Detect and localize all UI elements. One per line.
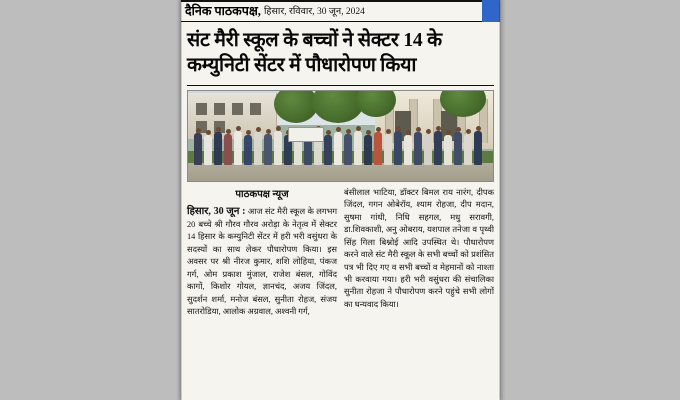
masthead <box>181 0 500 22</box>
clipping-shadow-right <box>499 0 506 400</box>
article-body <box>187 187 494 319</box>
masthead-top-rule <box>181 0 500 2</box>
paper-name: दैनिक पाठकपक्ष, <box>185 4 261 18</box>
background-right <box>500 0 680 400</box>
page-title: संट मैरी स्कूल के बच्चों ने सेक्टर 14 के कम्युनिटी सेंटर में पौधारोपण किया <box>187 30 442 76</box>
article-text-right: बंसीलाल भाटिया, डॉक्टर बिमल राय नारंग, दीपक जिंदल, गगन ओबेरॉय, श्याम रोहजा, दीप मदान, सुषमा गांधी, निधि सहगल, मधु सरावगी, डा.शिवकाशी, अनु ओबराय, यशपाल तनेजा व पृथ्वी सिंह गिला बिश्नोई आदि उपस्थित थे। पौधारोपण करने वाले संट मैरी स्कूल के सभी बच्चों को प्रशंसित पत्र भी दिए गए व सभी बच्चों व मेहमानों को नाश्ता भी करवाया गया। हरी भरी वसुंधरा की संचालिका सुनीता रोहजा ने पौधारोपण करने पहुंचे सभी लोगों का धन्यवाद किया। <box>344 187 494 309</box>
headline-divider <box>187 85 494 86</box>
byline: पाठकपक्ष न्यूज <box>235 188 289 200</box>
photo-crowd <box>192 121 485 165</box>
clipping-shadow-left <box>176 0 182 400</box>
newspaper-clipping <box>181 0 500 400</box>
masthead-dateline: हिसार, रविवार, 30 जून, 2024 <box>263 7 365 17</box>
article-text-left: आज संट मैरी स्कूल के लगभग 20 बच्चे श्री गौरव गौरव अरोड़ा के नेतृत्व में सेक्टर 14 हिसार के कम्युनिटी सेंटर में हरी भरी वसुंधरा के सदस्यों का साथ लेकर पौधारोपण किया। इस अवसर पर श्री नीरज कुमार, शशि लोहिया, पंकज गर्ग, ओम प्रकाश मुंजाल, राजेश बंसल, गोविंद कागों, किशोर गोयल, ज्ञानचंद, अजय जिंदल, सुदर्शन शर्मा, मनोज बंसल, सुनीता रोहज, संजय सातरोडिया, आलोक अग्रवाल, अश्वनी गर्ग, <box>187 206 337 316</box>
photo-banner <box>288 127 324 142</box>
masthead-accent-block <box>482 0 500 22</box>
background-left <box>0 0 181 400</box>
article-column-left <box>187 187 337 319</box>
article-column-right <box>344 187 494 319</box>
article-photo <box>187 90 494 182</box>
lead-city: हिसार, 30 जून : <box>187 205 246 217</box>
